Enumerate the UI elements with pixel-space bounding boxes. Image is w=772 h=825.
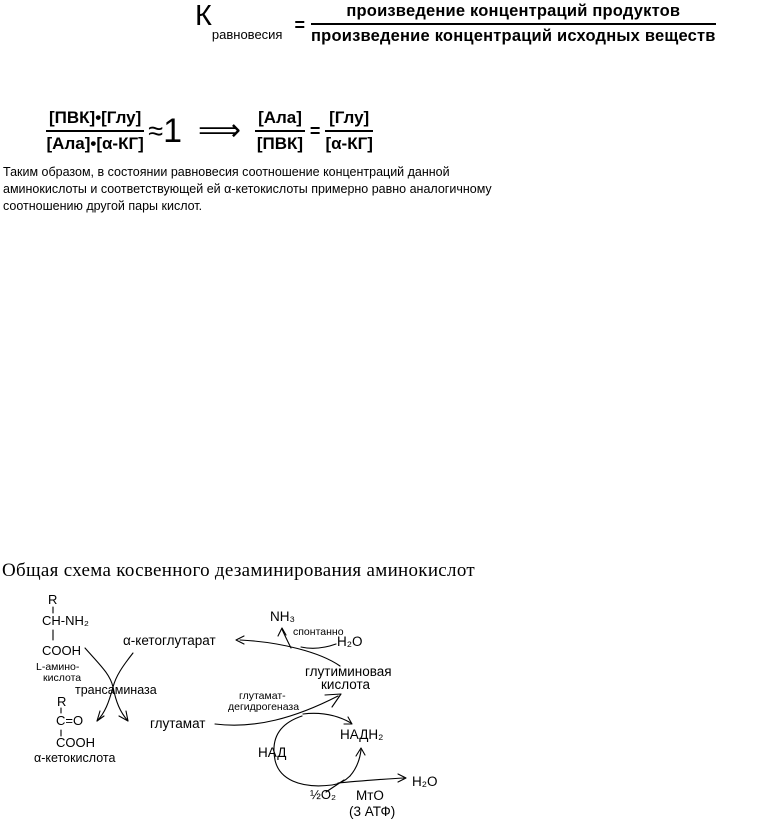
label-glutamate-dehydrogenase-1: глутамат- (239, 690, 286, 702)
deamination-diagram (0, 580, 500, 825)
label-nh3: NH₃ (270, 609, 295, 624)
equals-sign: = (294, 15, 305, 35)
equals-sign: = (309, 120, 321, 141)
fraction-numerator: произведение концентраций продуктов (311, 2, 716, 25)
label-glutamate: глутамат (150, 716, 206, 731)
label-nad: НАД (258, 745, 287, 760)
constant-fraction (311, 2, 716, 46)
h2o-top-line (301, 644, 336, 648)
fraction-denominator: [α-КГ] (325, 134, 373, 153)
one-value: 1 (163, 112, 183, 150)
arrowhead-open (325, 694, 341, 707)
structure-ch-nh2: CH-NH₂ (42, 613, 89, 628)
nadh2-in-arrow (303, 713, 351, 723)
label-alpha-keto-acid: α-кетокислота (34, 751, 116, 765)
fraction-numerator: [ПВК]•[Глу] (46, 108, 144, 132)
paragraph-line: аминокислоты и соответствующей ей α-кетокислоты примерно равно аналогичному (3, 182, 492, 196)
implies-arrow: ⟹ (198, 113, 242, 148)
label-3-atp: (3 АТФ) (349, 804, 396, 819)
label-nadh2: НАДН₂ (340, 727, 384, 742)
approx-one-group (148, 114, 182, 148)
label-half-o2: ½O₂ (310, 787, 336, 802)
label-transaminase: трансаминаза (75, 683, 157, 697)
structure-r-top: R (48, 592, 58, 607)
label-mto: МтО (356, 788, 384, 803)
approx-sign: ≈ (148, 115, 164, 146)
h2o-bottom-line (338, 778, 404, 783)
ratio-equation (46, 108, 373, 154)
fraction-denominator: [Ала]•[α-КГ] (46, 134, 144, 153)
explanation-paragraph (3, 164, 503, 215)
nadh2-up-arrow (350, 750, 361, 776)
label-l-amino-acid-1: L-амино- (36, 661, 80, 673)
label-glutamate-dehydrogenase-2: дегидрогеназа (228, 701, 300, 713)
label-h2o-bottom: H₂O (412, 774, 438, 789)
fraction-denominator: [ПВК] (256, 134, 304, 153)
paragraph-line: соотношению другой пары кислот. (3, 199, 203, 213)
k-symbol: К (195, 0, 212, 32)
diagram-title: Общая схема косвенного дезаминирования аминокислот (2, 560, 475, 581)
fraction-numerator: [Глу] (325, 108, 372, 132)
ratio-fraction-3 (325, 108, 372, 154)
paragraph-line: Таким образом, в состоянии равновесия соотношение концентраций данной (3, 165, 450, 179)
fraction-numerator: [Ала] (255, 108, 305, 132)
structure-cooh-top: COOH (42, 643, 81, 658)
ratio-fraction-1 (46, 108, 144, 154)
k-subscript: равновесия (211, 27, 283, 42)
label-glutimic-acid-2: кислота (321, 677, 370, 692)
structure-c-o: C=O (56, 713, 84, 728)
label-l-amino-acid-2: кислота (43, 672, 82, 684)
ratio-fraction-2 (255, 108, 305, 154)
label-alpha-ketoglutarate: α-кетоглутарат (123, 633, 216, 648)
label-spontaneous: спонтанно (293, 626, 344, 638)
regeneration-curve (240, 640, 340, 666)
label-h2o-top: H₂O (337, 634, 363, 649)
structure-r-bottom: R (57, 694, 67, 709)
label-glutimic-acid-1: глутиминовая (305, 664, 392, 679)
structure-cooh-bottom: COOH (56, 735, 95, 750)
fraction-denominator: произведение концентраций исходных веществ (311, 27, 716, 45)
equilibrium-constant-equation (195, 2, 716, 46)
deamination-diagram-svg (0, 580, 500, 820)
